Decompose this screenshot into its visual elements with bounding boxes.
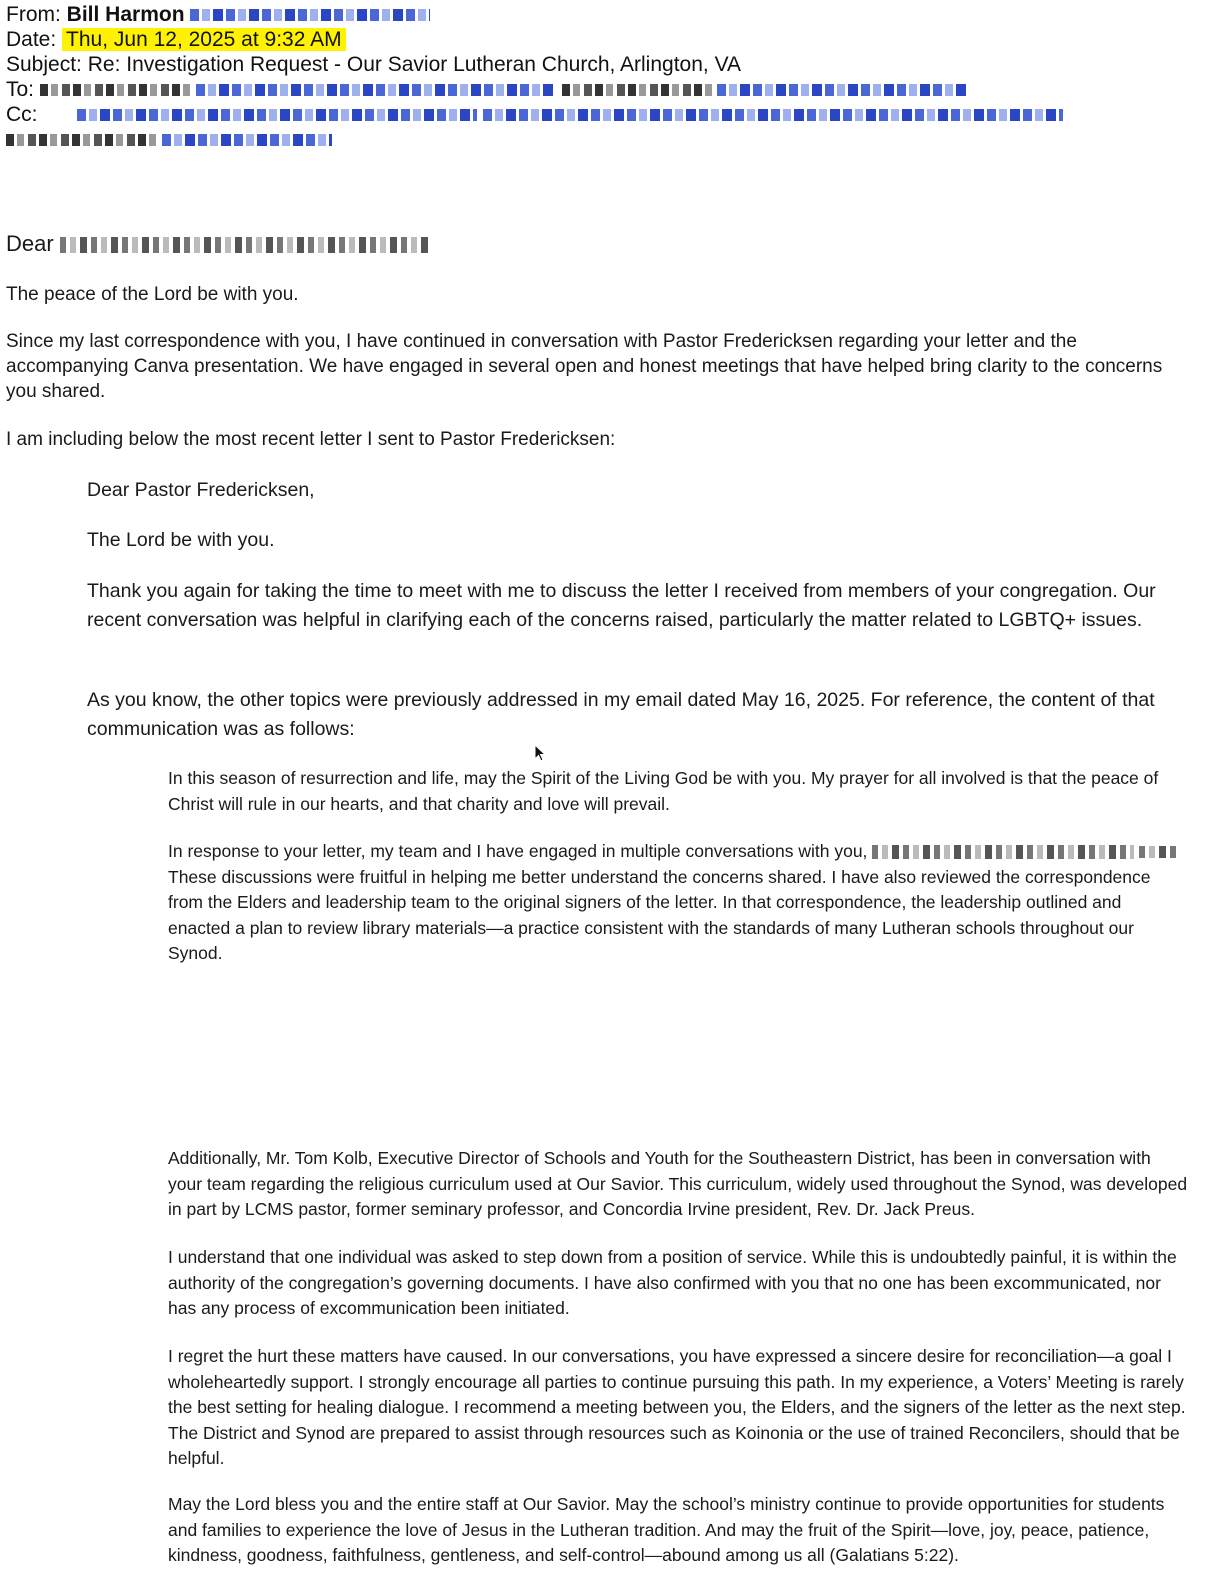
redacted-recipient-email: [196, 84, 556, 96]
quoted-paragraph-6: May the Lord bless you and the entire staff at Our Savior. May the school’s ministry continue to provide opportunities for students and families to experience the love of Jesus in the Lutheran tradition. And may the fruit of the Spirit—love, joy, peace, patience, kindness, goodness, faithfulness, gentleness, and self-control—abound among us all (Galatians 5:22).: [168, 1494, 1165, 1565]
salutation-text: Dear: [6, 231, 54, 256]
cc-line: [6, 102, 1063, 128]
quoted-paragraph-3: Additionally, Mr. Tom Kolb, Executive Director of Schools and Youth for the Southeastern District, has been in conversation with your team regarding the religious curriculum used at Our Savior. This curriculum, widely used throughout the Synod, was developed in part by LCMS pastor, former seminary professor, and Concordia Irvine president, Rev. Dr. Jack Preus.: [168, 1148, 1188, 1219]
quoted-paragraph-2-rest: These discussions were fruitful in helping me better understand the concerns shared. I have also reviewed the correspondence from the Elders and leadership team to the original signers of the letter. In that correspondence, the leadership outlined and enacted a plan to review library materials—a practice consistent with the standards of many Lutheran schools throughout our Synod.: [168, 866, 1151, 963]
redacted-cc-email: [483, 109, 1063, 121]
redacted-cc-name: [6, 134, 156, 146]
cc-line-continued: [6, 127, 332, 153]
to-line: [6, 77, 967, 103]
to-label: To:: [6, 78, 35, 101]
date-label: Date:: [6, 28, 57, 51]
redacted-names: [1139, 846, 1177, 858]
letter-greeting: The Lord be with you.: [87, 529, 275, 551]
redacted-recipient-names: [60, 237, 430, 253]
quoted-paragraph-2-start: In response to your letter, my team and I have engaged in multiple conversations with you,: [168, 841, 868, 861]
date-line: [6, 27, 346, 53]
cc-label: Cc:: [6, 103, 38, 126]
email-salutation: [6, 230, 430, 258]
sender-name: Bill Harmon: [66, 3, 185, 26]
email-paragraph-1: Since my last correspondence with you, I have continued in conversation with Pastor Fredericksen regarding your letter and the accompanying Canva presentation. We have engaged in several open and honest meetings that have helped bring clarity to the concerns you shared.: [6, 331, 1163, 402]
subject-label: Subject:: [6, 53, 82, 76]
redacted-sender-email: [190, 9, 430, 21]
letter-paragraph-1: Thank you again for taking the time to meet with me to discuss the letter I received from members of your congregation. Our recent conversation was helpful in clarifying each of the concerns raised, particularly the matter related to LGBTQ+ issues.: [87, 580, 1156, 631]
subject-value: Re: Investigation Request - Our Savior Lutheran Church, Arlington, VA: [87, 53, 742, 76]
quoted-paragraph-5: I regret the hurt these matters have caused. In our conversations, you have expressed a sincere desire for reconciliation—a goal I wholeheartedly support. I strongly encourage all parties to continue pursuing this path. In my experience, a Voters’ Meeting is rarely the best setting for healing dialogue. I recommend a meeting between you, the Elders, and the signers of the letter as the next step. The District and Synod are prepared to assist through resources such as Koinonia or the use of trained Reconcilers, should that be helpful.: [168, 1346, 1186, 1468]
quoted-paragraph-1: In this season of resurrection and life, may the Spirit of the Living God be with you. My prayer for all involved is that the peace of Christ will rule in our hearts, and that charity and love will prevail.: [168, 768, 1159, 814]
redacted-recipient-email: [717, 84, 967, 96]
from-label: From:: [6, 3, 61, 26]
redacted-names: [872, 845, 1134, 859]
date-value: Thu, Jun 12, 2025 at 9:32 AM: [62, 28, 346, 51]
redacted-cc-email: [77, 109, 477, 121]
redacted-recipient-name: [562, 84, 712, 96]
letter-paragraph-2: As you know, the other topics were previously addressed in my email dated May 16, 2025. For reference, the content of that communication was as follows:: [87, 689, 1155, 740]
redacted-cc-email: [162, 134, 332, 146]
mouse-cursor-icon: [534, 744, 548, 764]
from-line: [6, 2, 430, 28]
letter-salutation: Dear Pastor Fredericksen,: [87, 479, 315, 501]
quoted-paragraph-4: I understand that one individual was asked to step down from a position of service. While this is undoubtedly painful, it is within the authority of the congregation’s governing documents. I have also confirmed with you that no one has been excommunicated, nor has any process of excommunication been initiated.: [168, 1247, 1177, 1318]
email-paragraph-2: I am including below the most recent letter I sent to Pastor Fredericksen:: [6, 429, 616, 450]
email-greeting: The peace of the Lord be with you.: [6, 284, 299, 305]
redacted-recipient-name: [40, 84, 190, 96]
quoted-paragraph-2: [168, 839, 1188, 967]
subject-line: [6, 52, 741, 78]
